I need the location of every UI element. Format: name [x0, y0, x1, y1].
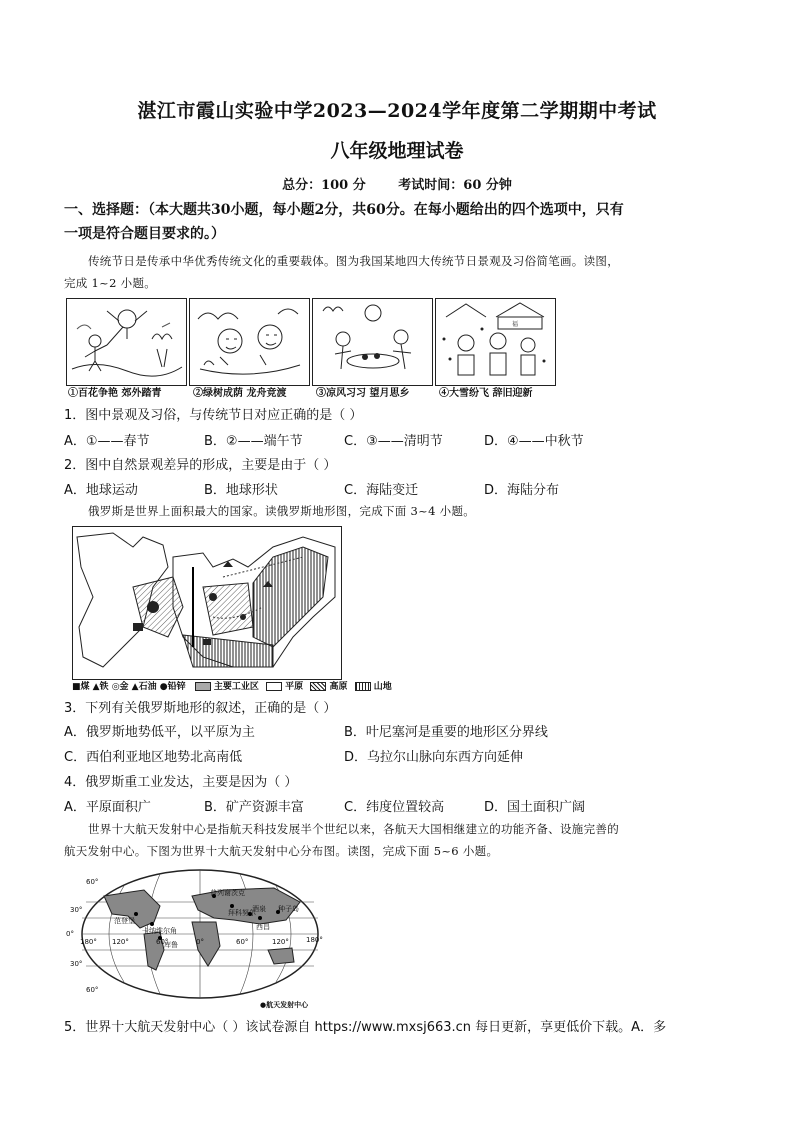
q4-option-b[interactable]: B．矿产资源丰富: [204, 800, 304, 815]
festival-caption-3: ③凉风习习 望月思乡: [316, 388, 410, 399]
lat-label-30s: 30°: [70, 960, 83, 968]
q4-option-a[interactable]: A．平原面积广: [64, 800, 151, 815]
question-3-options-row2: [64, 746, 744, 764]
intro-launch-line1: 世界十大航天发射中心是指航天科技发展半个世纪以来，各航天大国相继建立的功能齐备、设施完善的: [88, 822, 619, 836]
lon-label-60w: 60°: [156, 938, 169, 946]
exam-subtitle: 八年级地理试卷: [330, 140, 464, 162]
lon-label-180e: 180°: [306, 936, 323, 944]
legend-plain: 平原: [285, 682, 304, 692]
intro-russia: 俄罗斯是世界上面积最大的国家。读俄罗斯地形图，完成下面 3~4 小题。: [88, 504, 476, 518]
section-heading-line1: 一、选择题：（本大题共30小题，每小题2分，共60分。在每小题给出的四个选项中，只有: [64, 202, 624, 218]
lon-label-120w: 120°: [112, 938, 129, 946]
festival-caption-1: ①百花争艳 郊外踏青: [68, 388, 162, 399]
festival-panel-2: [189, 298, 310, 386]
legend-mountain: 山地: [373, 682, 392, 692]
intro-launch-line2: 航天发射中心。下图为世界十大航天发射中心分布图。读图，完成下面 5~6 小题。: [64, 844, 499, 858]
question-2-stem: 2．图中自然景观差异的形成，主要是由于（ ）: [64, 458, 337, 473]
question-1-stem: 1．图中景观及习俗，与传统节日对应正确的是（ ）: [64, 408, 363, 423]
site-plesetsk: 普列谢茨克: [210, 889, 245, 897]
question-3-stem: 3．下列有关俄罗斯地形的叙述，正确的是（ ）: [64, 701, 337, 716]
q3-option-a[interactable]: A．俄罗斯地势低平，以平原为主: [64, 725, 255, 740]
question-3-options-row1: [64, 721, 744, 739]
question-1-options: [64, 430, 744, 448]
lon-label-60e: 60°: [236, 938, 249, 946]
total-score: 总分：100 分: [282, 178, 366, 193]
q4-option-c[interactable]: C．纬度位置较高: [344, 800, 445, 815]
russia-terrain-map: [73, 527, 341, 679]
exam-time: 考试时间：60 分钟: [398, 178, 512, 193]
intro-launch-sites: [64, 818, 734, 862]
mid-autumn-drawing: [313, 299, 432, 385]
legend-mountain-swatch: [355, 682, 371, 691]
exam-title: 湛江市霞山实验中学2023—2024学年度第二学期期中考试: [137, 100, 657, 122]
legend-plateau: 高原: [329, 682, 348, 692]
spring-outing-drawing: [67, 299, 186, 385]
site-vandenberg: 范登堡: [114, 917, 135, 925]
russia-map: [72, 526, 342, 680]
q2-option-b[interactable]: B．地球形状: [204, 483, 278, 498]
q3-option-b[interactable]: B．叶尼塞河是重要的地形区分界线: [344, 725, 548, 740]
lat-label-0: 0°: [66, 930, 74, 938]
exam-meta: [0, 174, 794, 193]
question-4-options: [64, 796, 744, 814]
legend-industry: 主要工业区: [213, 682, 259, 692]
site-canaveral: 卡纳维尔角: [142, 927, 177, 935]
launch-site-legend: ●航天发射中心: [260, 1001, 309, 1009]
question-4-stem: 4．俄罗斯重工业发达，主要是因为（ ）: [64, 775, 298, 790]
festival-caption-2: ②绿树成荫 龙舟竞渡: [193, 388, 287, 399]
site-xichang: 西昌: [256, 923, 270, 931]
q3-option-d[interactable]: D．乌拉尔山脉向东西方向延伸: [344, 750, 524, 765]
dragon-boat-drawing: [190, 299, 309, 385]
festival-caption-4: ④大雪纷飞 辞旧迎新: [439, 388, 533, 399]
q1-option-d[interactable]: D．④——中秋节: [484, 434, 584, 449]
lat-label-30n: 30°: [70, 906, 83, 914]
lon-label-120e: 120°: [272, 938, 289, 946]
festival-panel-1: [66, 298, 187, 386]
q2-option-d[interactable]: D．海陆分布: [484, 483, 560, 498]
festival-panel-4: [435, 298, 556, 386]
q1-option-c[interactable]: C．③——清明节: [344, 434, 443, 449]
legend-plain-swatch: [266, 682, 282, 691]
site-tanegashima: 种子岛: [278, 905, 299, 913]
q4-option-d[interactable]: D．国土面积广阔: [484, 800, 586, 815]
section-heading-line2: 一项是符合题目要求的。）: [64, 226, 225, 242]
site-baikonur: 拜科努尔: [228, 909, 256, 917]
question-2-options: [64, 479, 744, 497]
lon-label-180w: 180°: [80, 938, 97, 946]
site-jiuquan: 酒泉: [252, 905, 266, 913]
intro-festivals-line1: 传统节日是传承中华优秀传统文化的重要载体。图为我国某地四大传统节日景观及习俗简笔画。读图，: [88, 254, 619, 268]
lat-label-60n: 60°: [86, 878, 99, 886]
q2-option-a[interactable]: A．地球运动: [64, 483, 138, 498]
site-kourou: 库鲁: [164, 941, 178, 949]
q1-option-b[interactable]: B．②——端午节: [204, 434, 303, 449]
world-launch-map: [64, 866, 334, 1012]
lat-label-60s: 60°: [86, 986, 99, 994]
spring-festival-drawing: [436, 299, 555, 385]
svg-text:福: 福: [512, 321, 519, 328]
question-5-stem: 5．世界十大航天发射中心（ ）该试卷源自 https://www.mxsj663.cn 每日更新，享更低价下载。A．多: [64, 1020, 667, 1035]
q3-option-c[interactable]: C．西伯利亚地区地势北高南低: [64, 750, 243, 765]
legend-industry-swatch: [195, 682, 211, 691]
intro-festivals: [64, 250, 734, 294]
section-heading: [64, 198, 734, 246]
russia-legend: [72, 679, 392, 692]
q2-option-c[interactable]: C．海陆变迁: [344, 483, 419, 498]
lon-label-0: 0°: [196, 938, 204, 946]
festival-panel-3: [312, 298, 433, 386]
legend-resources: ■煤 ▲铁 ◎金 ▲石油 ●铅锌: [72, 682, 186, 692]
q1-option-a[interactable]: A．①——春节: [64, 434, 150, 449]
legend-plateau-swatch: [310, 682, 326, 691]
intro-festivals-line2: 完成 1~2 小题。: [64, 276, 157, 290]
